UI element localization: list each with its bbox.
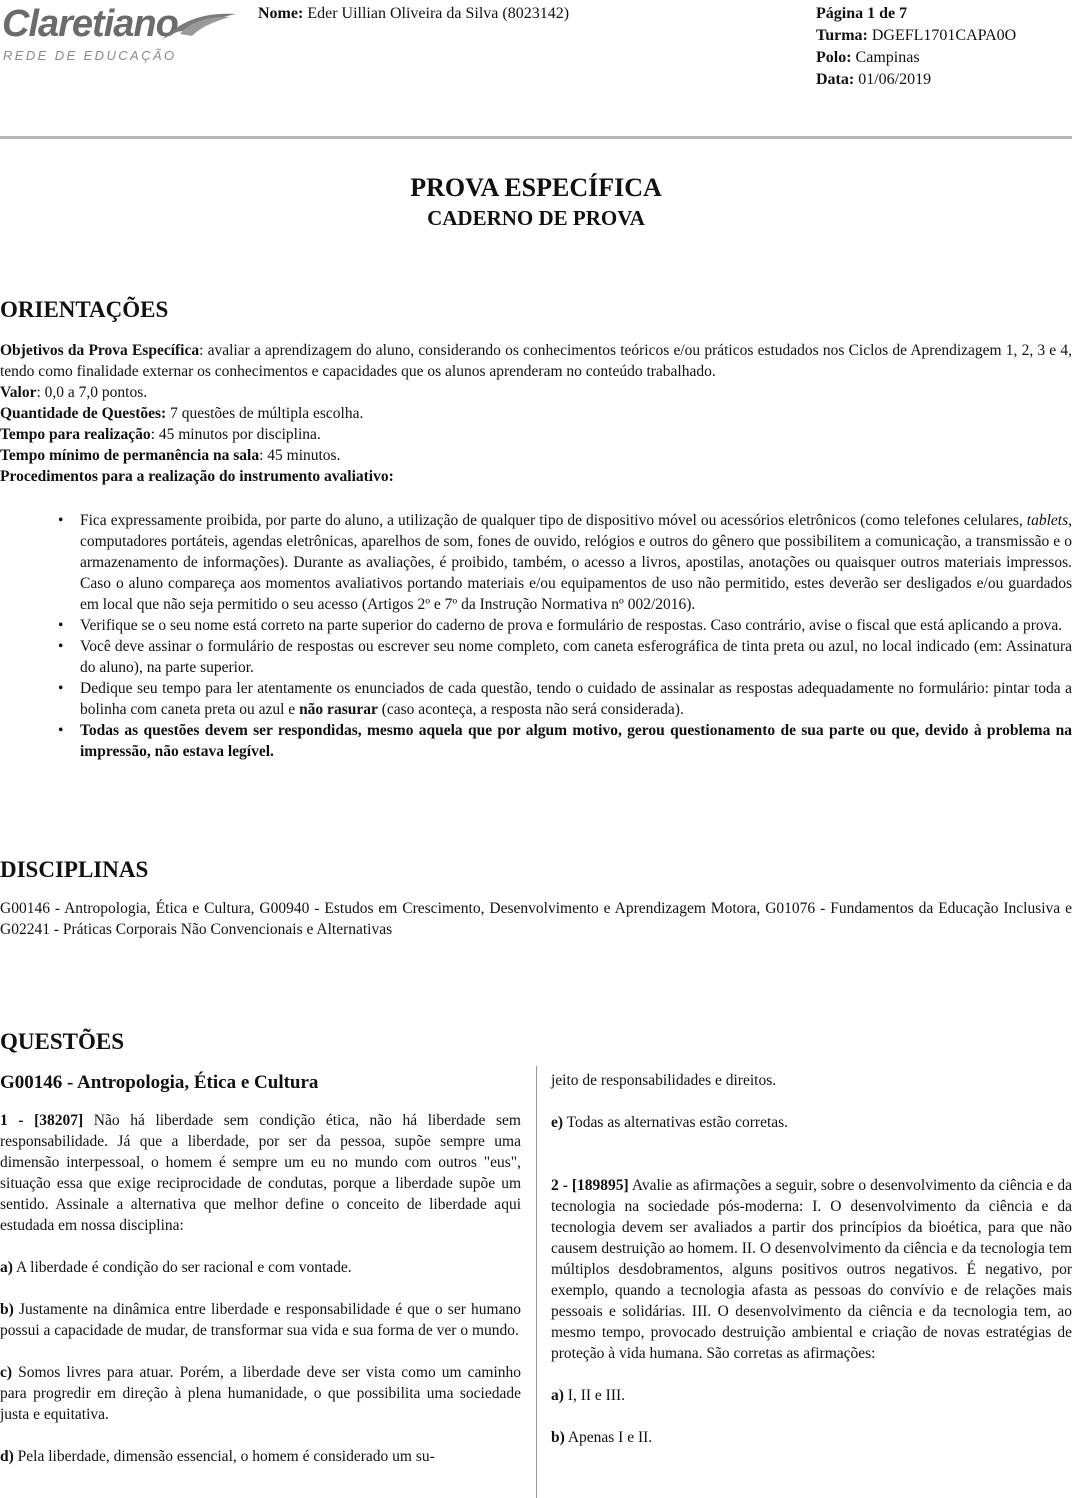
- subject-title: G00146 - Antropologia, Ética e Cultura: [0, 1072, 319, 1093]
- objetivos: Objetivos da Prova Específica: avaliar a aprendizagem do aluno, considerando os conhecimentos teóricos e/ou práticos estudados nos Ciclos de Aprendizagem 1, 2, 3 e 4, tendo como finalidade externar os conhecimentos e capacidades que os alunos aprenderam no conteúdo trabalhado.: [0, 342, 1072, 380]
- q1-option-a: a) A liberdade é condição do ser racional e com vontade.: [0, 1259, 352, 1276]
- questoes-heading: QUESTÕES: [0, 1029, 124, 1054]
- q1-option-d-cont: jeito de responsabilidades e direitos.: [551, 1072, 777, 1089]
- procedimentos-list: [58, 510, 1072, 762]
- q1-option-b: b) Justamente na dinâmica entre liberdade e responsabilidade é que o ser humano possui a capacidade de mudar, de transformar sua vida e sua forma de ver o mundo.: [0, 1301, 521, 1339]
- page-title: [0, 172, 1072, 232]
- nome-value: Eder Uillian Oliveira da Silva (8023142): [307, 5, 570, 22]
- turma: Turma: DGEFL1701CAPA0O: [816, 27, 1017, 44]
- list-item: • Fica expressamente proibida, por parte do aluno, a utilização de qualquer tipo de dispositivo móvel ou acessórios eletrônicos (como telefones celulares, tablets, computadores portáteis, agendas eletrônicas, aparelhos de som, fones de ouvido, relógios e outros do gênero que possibilitem a comunicação, a transmissão e o armazenamento de informações). Durante as avaliações, é proibido, também, o acesso a livros, apostilas, anotações ou quaisquer outros materiais impressos. Caso o aluno compareça aos momentos avaliativos portando materiais e/ou equipamentos de uso não permitido, estes deverão ser desligados e/ou guardados em local que não seja permitido o seu acesso (Artigos 2º e 7º da Instrução Normativa nº 002/2016).: [58, 510, 1072, 615]
- quantidade: Quantidade de Questões: 7 questões de múltipla escolha.: [0, 405, 364, 422]
- list-item: • Dedique seu tempo para ler atentamente os enunciados de cada questão, tendo o cuidado de assinalar as respostas adequadamente no formulário: pintar toda a bolinha com caneta preta ou azul e não rasurar (caso aconteça, a resposta não será considerada).: [58, 678, 1072, 720]
- q2-option-b: b) Apenas I e II.: [551, 1429, 653, 1446]
- column-divider: [536, 1066, 537, 1498]
- orientacoes-heading: ORIENTAÇÕES: [0, 297, 169, 322]
- list-item: • Verifique se o seu nome está correto na parte superior do caderno de prova e formulário de respostas. Caso contrário, avise o fiscal que está aplicando a prova.: [58, 615, 1072, 636]
- tempo-minimo: Tempo mínimo de permanência na sala: 45 minutos.: [0, 447, 341, 464]
- question-1: 1 - [38207] Não há liberdade sem condição ética, não há liberdade sem responsabilidade. Já que a liberdade, por ser da pessoa, supõe sempre uma dimensão interpessoal, o homem é sempre um eu no mundo com outros "eus", situação essa que exige reciprocidade de condutas, porque a liberdade supõe um sentido. Assinale a alternativa que melhor define o conceito de liberdade aqui estudada em nossa disciplina:: [0, 1112, 521, 1234]
- student-name: [258, 3, 569, 24]
- data: Data: 01/06/2019: [816, 71, 932, 88]
- claretiano-logo: [0, 2, 250, 72]
- q1-option-c: c) Somos livres para atuar. Porém, a liberdade deve ser vista como um caminho para progredir em direção à plena humanidade, o que possibilita uma sociedade justa e equitativa.: [0, 1364, 521, 1423]
- disciplinas-heading: DISCIPLINAS: [0, 857, 149, 882]
- tempo: Tempo para realização: 45 minutos por disciplina.: [0, 426, 321, 443]
- list-item: • Todas as questões devem ser respondidas, mesmo aquela que por algum motivo, gerou questionamento de sua parte ou que, devido à problema na impressão, não estava legível.: [58, 720, 1072, 762]
- q1-option-d: d) Pela liberdade, dimensão essencial, o homem é considerado um su-: [0, 1448, 435, 1465]
- procedimentos: Procedimentos para a realização do instrumento avaliativo:: [0, 468, 394, 485]
- list-item: • Você deve assinar o formulário de respostas ou escrever seu nome completo, com caneta esferográfica de tinta preta ou azul, no local indicado (em: Assinatura do aluno), na parte superior.: [58, 636, 1072, 678]
- page-number: Página 1 de 7: [816, 5, 908, 22]
- disciplinas-text: G00146 - Antropologia, Ética e Cultura, G00940 - Estudos em Crescimento, Desenvolvimento e Aprendizagem Motora, G01076 - Fundamentos da Educação Inclusiva e G02241 - Práticas Corporais Não Convencionais e Alternativas: [0, 900, 1072, 938]
- questions-left-column: [0, 1070, 521, 1488]
- logo-wordmark: Claretiano: [2, 3, 178, 45]
- question-2: 2 - [189895] Avalie as afirmações a seguir, sobre o desenvolvimento da ciência e da tecnologia na sociedade pós-moderna: I. O desenvolvimento da ciência e da tecnologia devem ser avaliados a partir dos princípios da bioética, para que não causem destruição ao homem. II. O desenvolvimento da ciência e da tecnologia tem múltiplos desdobramentos, alguns positivos outros negativos. É negativo, por exemplo, quando a tecnologia afasta as pessoas do convívio e de relações mais pessoais e solidárias. III. O desenvolvimento da ciência e da tecnologia tem, ao mesmo tempo, provocado destruição ambiental e criação de novas estratégias de proteção à vida humana. São corretas as afirmações:: [551, 1177, 1072, 1362]
- logo-subtitle: REDE DE EDUCAÇÃO: [3, 48, 177, 63]
- title-sub: CADERNO DE PROVA: [427, 206, 645, 230]
- questions-right-column: [551, 1070, 1072, 1469]
- q1-option-e: e) Todas as alternativas estão corretas.: [551, 1114, 789, 1131]
- title-main: PROVA ESPECÍFICA: [410, 173, 662, 202]
- page-header: [0, 0, 1072, 140]
- header-divider: [0, 136, 1072, 139]
- q2-option-a: a) I, II e III.: [551, 1387, 626, 1404]
- nome-label: Nome:: [258, 5, 304, 22]
- bird-wing-icon: [160, 4, 238, 44]
- polo: Polo: Campinas: [816, 49, 920, 66]
- exam-meta: [816, 3, 1016, 91]
- valor: Valor: 0,0 a 7,0 pontos.: [0, 384, 148, 401]
- orientacoes-body: [0, 340, 1072, 487]
